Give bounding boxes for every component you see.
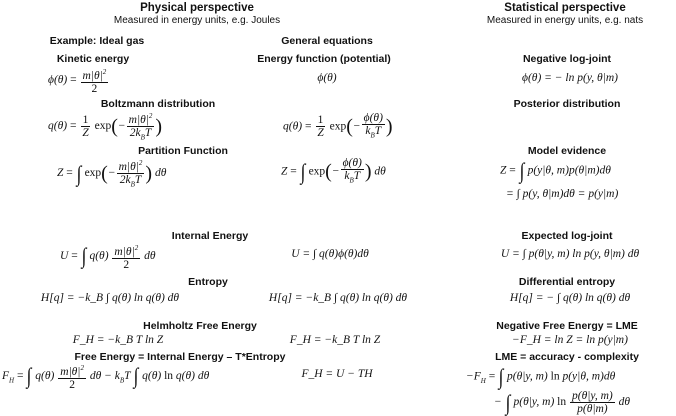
free-energy-decomposition-label: Free Energy = Internal Energy – T*Entropy bbox=[74, 351, 286, 363]
boltzmann-example-equation: q(θ) = $\frac{1}{Z}$ exp(− $\frac{m|\theta|^2}{2k_BT}$ ) bbox=[48, 112, 163, 142]
differential-entropy-equation: H[q] = − ∫ q(θ) ln q(θ) dθ bbox=[509, 292, 631, 304]
energy-function-label: Energy function (potential) bbox=[257, 53, 391, 65]
general-header: General equations bbox=[281, 35, 373, 47]
free-energy-uth-equation: F_H = U − TH bbox=[301, 368, 373, 380]
helmholtz-general-equation: F_H = −k_B T ln Z bbox=[289, 334, 381, 346]
helmholtz-label: Helmholtz Free Energy bbox=[143, 320, 257, 332]
entropy-label: Entropy bbox=[188, 276, 228, 288]
evidence-equation-line1: Z = ∫ p(y|θ, m)p(θ|m)dθ bbox=[500, 158, 611, 183]
internal-energy-general-equation: U = ∫ q(θ)ϕ(θ)dθ bbox=[291, 248, 369, 260]
differential-entropy-label: Differential entropy bbox=[518, 276, 616, 288]
negative-log-joint-equation: ϕ(θ) = − ln p(y, θ|m) bbox=[522, 72, 618, 84]
internal-energy-label: Internal Energy bbox=[171, 230, 249, 242]
evidence-equation-line2: = ∫ p(y, θ|m)dθ = p(y|m) bbox=[506, 188, 619, 200]
lme-accuracy-equation: $-F_H$ = ∫ p(θ|y, m) ln p(y|θ, m)dθ bbox=[466, 364, 616, 389]
expected-log-joint-label: Expected log-joint bbox=[521, 230, 613, 242]
energy-function-equation: ϕ(θ) bbox=[317, 72, 337, 84]
model-evidence-label: Model evidence bbox=[527, 145, 607, 157]
partition-general-equation: Z = ∫ exp(− $\frac{\phi(\theta)}{k_BT}$ ) dθ bbox=[281, 157, 386, 185]
boltzmann-general-equation: q(θ) = $\frac{1}{Z}$ exp(− $\frac{\phi(\theta)}{k_BT}$ ) bbox=[283, 112, 393, 140]
entropy-example-equation: H[q] = −k_B ∫ q(θ) ln q(θ) dθ bbox=[40, 292, 180, 304]
negative-log-joint-label: Negative log-joint bbox=[522, 53, 612, 65]
statistical-title: Statistical perspective bbox=[504, 2, 626, 14]
negative-free-energy-equation: −F_H = ln Z = ln p(y|m) bbox=[512, 334, 628, 346]
boltzmann-label: Boltzmann distribution bbox=[100, 98, 216, 110]
kinetic-energy-label: Kinetic energy bbox=[56, 53, 130, 65]
partition-function-label: Partition Function bbox=[138, 145, 228, 157]
helmholtz-example-equation: F_H = −k_B T ln Z bbox=[72, 334, 164, 346]
lme-decomposition-label: LME = accuracy - complexity bbox=[495, 351, 639, 363]
kinetic-energy-equation: ϕ(θ) = $\frac{m|\theta|^2}{2}$ bbox=[48, 68, 107, 95]
negative-free-energy-label: Negative Free Energy = LME bbox=[496, 320, 638, 332]
physical-title: Physical perspective bbox=[140, 2, 254, 14]
expected-log-joint-equation: U = ∫ p(θ|y, m) ln p(y, θ|m) dθ bbox=[500, 248, 640, 260]
lme-complexity-equation: − ∫ p(θ|y, m) ln $\frac{p(\theta|y, m)}{p(\theta|m)}$ dθ bbox=[494, 389, 631, 415]
partition-example-equation: Z = ∫ exp(− $\frac{m|\theta|^2}{2k_BT}$ ) dθ bbox=[57, 159, 167, 189]
free-energy-decomposition-equation: $F_H$ = ∫ q(θ) $\frac{m|\theta|^2}{2}$ $d\theta - k_BT$ ∫ q(θ) ln q(θ) dθ bbox=[2, 363, 210, 391]
entropy-general-equation: H[q] = −k_B ∫ q(θ) ln q(θ) dθ bbox=[268, 292, 408, 304]
physical-subtitle: Measured in energy units, e.g. Joules bbox=[113, 15, 281, 26]
posterior-label: Posterior distribution bbox=[513, 98, 621, 110]
statistical-subtitle: Measured in energy units, e.g. nats bbox=[486, 15, 644, 26]
example-header: Example: Ideal gas bbox=[49, 35, 145, 47]
internal-energy-example-equation: U = ∫ q(θ) $\frac{m|\theta|^2}{2}$ dθ bbox=[60, 243, 156, 271]
